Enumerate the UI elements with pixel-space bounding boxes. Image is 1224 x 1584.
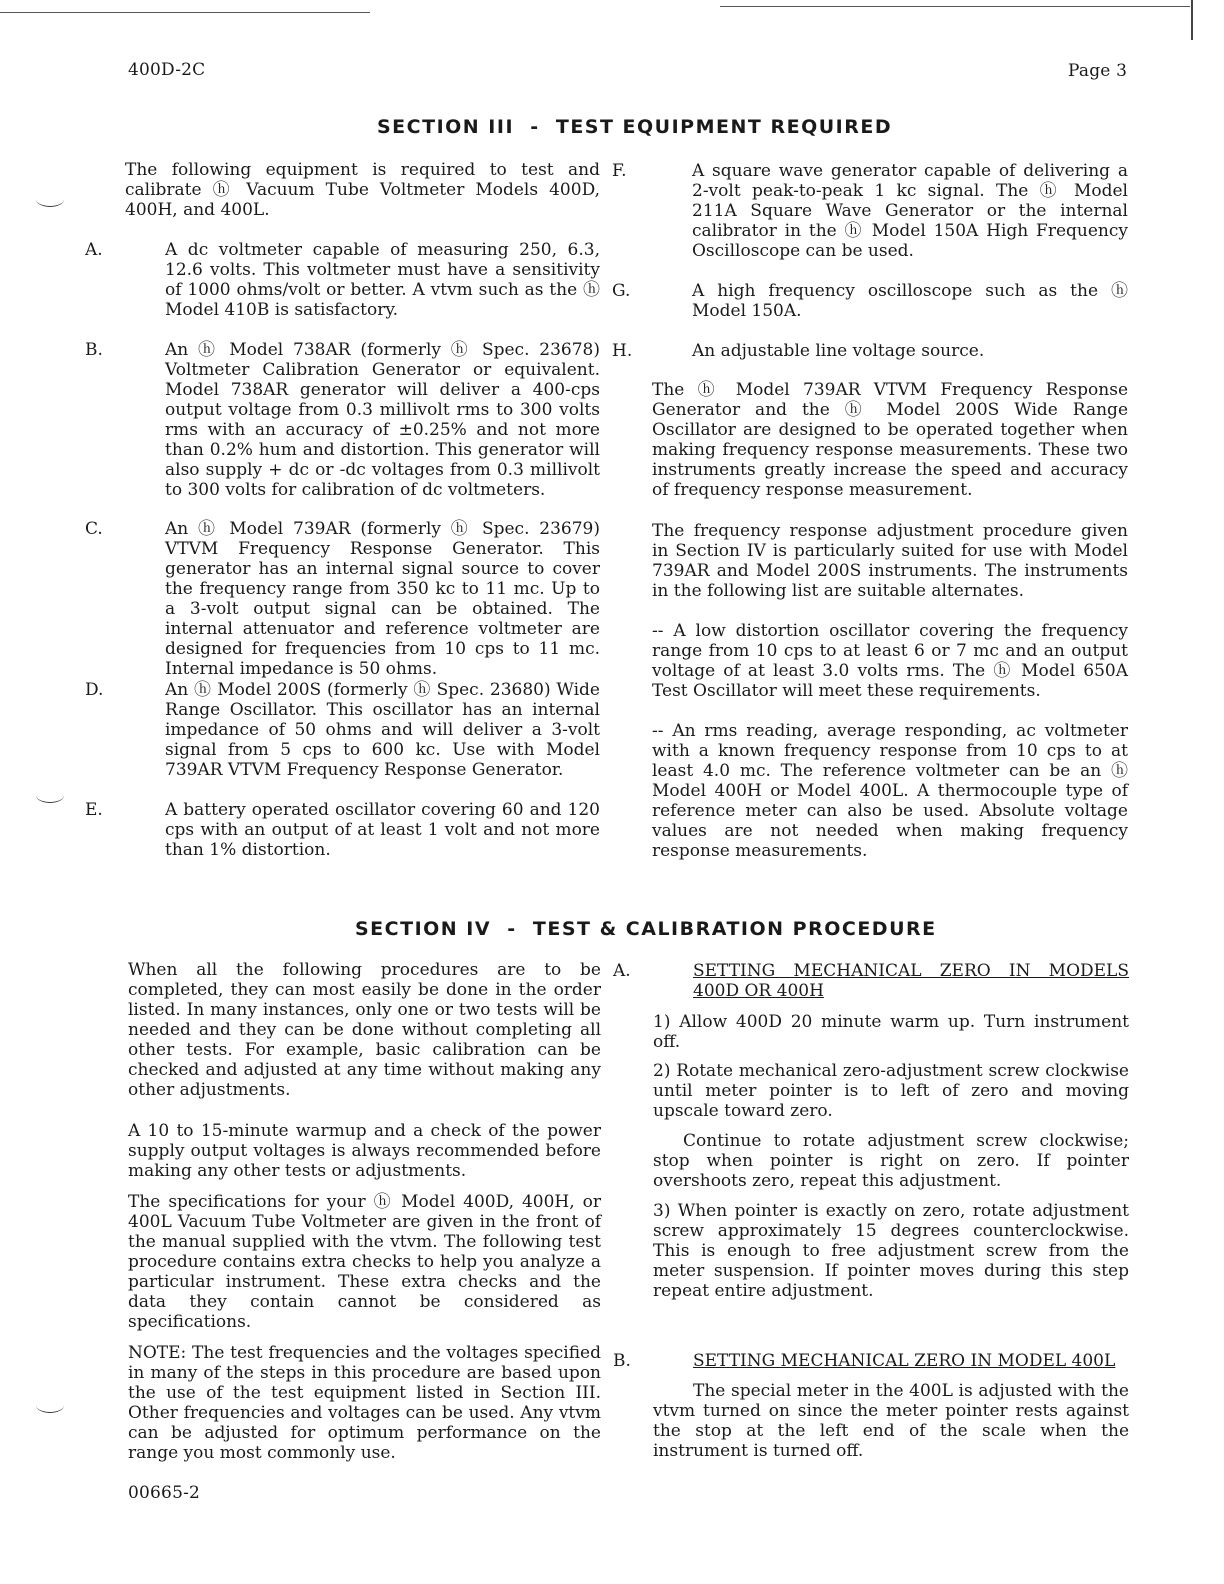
binder-hole-mark (36, 1398, 64, 1413)
scan-right-edge (1191, 0, 1193, 40)
item-label: G. (612, 281, 631, 301)
item-text: An ⓗ Model 739AR (formerly ⓗ Spec. 23679) VTVM Frequency Response Generator. This generator has an internal signal source to cover the frequency range from 350 kc to 11 mc. Up to a 3-volt output signal can be obtained. The internal attenuator and reference voltmeter are designed for frequencies from 10 cps to 11 mc. Internal impedance is 50 ohms. (165, 519, 600, 679)
step-2-continue: Continue to rotate adjustment screw clockwise; stop when pointer is right on zero. If pointer overshoots zero, repeat this adjustment. (653, 1131, 1129, 1191)
subsection-b-text: The special meter in the 400L is adjusted with the vtvm turned on since the meter pointer rests against the stop at the left end of the scale when the instrument is turned off. (653, 1381, 1129, 1461)
equipment-item-a (85, 240, 600, 320)
specifications-note: The specifications for your ⓗ Model 400D, 400H, or 400L Vacuum Tube Voltmeter are given in the front of the manual supplied with the vtvm. The following test procedure contains extra checks to help you analyze a particular instrument. These extra checks and the data they contain cannot be considered as specifications. (128, 1192, 601, 1332)
item-label: F. (612, 161, 627, 181)
step-2: 2) Rotate mechanical zero-adjustment screw clockwise until meter pointer is to left of zero and moving upscale toward zero. (653, 1061, 1129, 1121)
item-label: C. (85, 519, 103, 539)
item-text: A high frequency oscilloscope such as the ⓗ Model 150A. (692, 281, 1128, 321)
subsection-label: B. (613, 1351, 631, 1371)
equipment-item-d (85, 680, 600, 780)
equipment-item-f (612, 161, 1128, 261)
item-text: A square wave generator capable of delivering a 2-volt peak-to-peak 1 kc signal. The ⓗ Model 211A Square Wave Generator or the internal calibrator in the ⓗ Model 150A High Frequency Oscilloscope can be used. (692, 161, 1128, 261)
equipment-item-g (612, 281, 1128, 321)
section-4-heading: SECTION IV - TEST & CALIBRATION PROCEDURE (355, 918, 937, 940)
subsection-title: SETTING MECHANICAL ZERO IN MODEL 400L (693, 1351, 1116, 1371)
model-739-paragraph: The ⓗ Model 739AR VTVM Frequency Response Generator and the ⓗ Model 200S Wide Range Oscillator are designed to be operated together when making frequency response measurements. These two instruments greatly increase the speed and accuracy of frequency response measurement. (652, 380, 1128, 500)
footer-code: 00665-2 (128, 1483, 201, 1503)
item-text: A dc voltmeter capable of measuring 250, 6.3, 12.6 volts. This voltmeter must have a sensitivity of 1000 ohms/volt or better. A vtvm such as the ⓗ Model 410B is satisfactory. (165, 240, 600, 320)
subsection-title: SETTING MECHANICAL ZERO IN MODELS 400D OR 400H (693, 961, 1129, 1001)
item-label: D. (85, 680, 104, 700)
item-label: E. (85, 800, 103, 820)
item-text: An ⓗ Model 200S (formerly ⓗ Spec. 23680) Wide Range Oscillator. This oscillator has an internal impedance of 50 ohms and will deliver a 3-volt signal from 5 cps to 600 kc. Use with Model 739AR VTVM Frequency Response Generator. (165, 680, 600, 780)
equipment-item-c (85, 519, 600, 679)
item-text: An ⓗ Model 738AR (formerly ⓗ Spec. 23678) Voltmeter Calibration Generator or equivalent. Model 738AR generator will deliver a 400-cps output voltage from 0.3 millivolt rms to 300 volts rms with an accuracy of ±0.25% and not more than 0.2% hum and distortion. This generator will also supply + dc or -dc voltages from 0.3 millivolt to 300 volts for calibration of dc voltmeters. (165, 340, 600, 500)
item-label: H. (612, 341, 633, 361)
equipment-item-e (85, 800, 600, 860)
equipment-item-b (85, 340, 600, 500)
step-3: 3) When pointer is exactly on zero, rotate adjustment screw approximately 15 degrees counterclockwise. This is enough to free adjustment screw from the meter suspension. If pointer moves during this step repeat entire adjustment. (653, 1201, 1129, 1301)
binder-hole-mark (36, 192, 64, 207)
scan-top-line-right (720, 6, 1190, 7)
alternates-paragraph: The frequency response adjustment procedure given in Section IV is particularly suited for use with Model 739AR and Model 200S instruments. The instruments in the following list are suitable alternates. (652, 521, 1128, 601)
document-id: 400D-2C (128, 60, 206, 80)
item-text: A battery operated oscillator covering 60 and 120 cps with an output of at least 1 volt and not more than 1% distortion. (165, 800, 600, 860)
step-1: 1) Allow 400D 20 minute warm up. Turn instrument off. (653, 1012, 1129, 1052)
section-3-intro: The following equipment is required to test and calibrate ⓗ Vacuum Tube Voltmeter Models 400D, 400H, and 400L. (125, 160, 600, 220)
binder-hole-mark (36, 788, 64, 803)
equipment-item-h (612, 341, 1128, 361)
alternate-oscillator: -- A low distortion oscillator covering the frequency range from 10 cps to at least 6 or 7 mc and an output voltage of at least 3.0 volts rms. The ⓗ Model 650A Test Oscillator will meet these requirements. (652, 621, 1128, 701)
section-3-heading: SECTION III - TEST EQUIPMENT REQUIRED (377, 116, 893, 138)
item-label: A. (85, 240, 103, 260)
subsection-a-heading (613, 961, 1129, 1001)
scan-top-line-left (0, 12, 370, 13)
warmup-note: A 10 to 15-minute warmup and a check of the power supply output voltages is always recommended before making any other tests or adjustments. (128, 1121, 601, 1181)
alternate-voltmeter: -- An rms reading, average responding, ac voltmeter with a known frequency response from 10 cps to at least 4.0 mc. The reference voltmeter can be an ⓗ Model 400H or Model 400L. A thermocouple type of reference meter can also be used. Absolute voltage values are not needed when making frequency response measurements. (652, 721, 1128, 861)
subsection-label: A. (613, 961, 631, 981)
subsection-b-heading (613, 1351, 1129, 1371)
item-label: B. (85, 340, 103, 360)
page-number: Page 3 (1068, 61, 1128, 81)
test-frequencies-note: NOTE: The test frequencies and the voltages specified in many of the steps in this procedure are based upon the use of the test equipment listed in Section III. Other frequencies and voltages can be used. Any vtvm can be adjusted for optimum performance on the range you most commonly use. (128, 1343, 601, 1463)
procedure-intro: When all the following procedures are to be completed, they can most easily be done in the order listed. In many instances, only one or two tests will be needed and they can be done without completing all other tests. For example, basic calibration can be checked and adjusted at any time without making any other adjustments. (128, 960, 601, 1100)
item-text: An adjustable line voltage source. (692, 341, 985, 361)
